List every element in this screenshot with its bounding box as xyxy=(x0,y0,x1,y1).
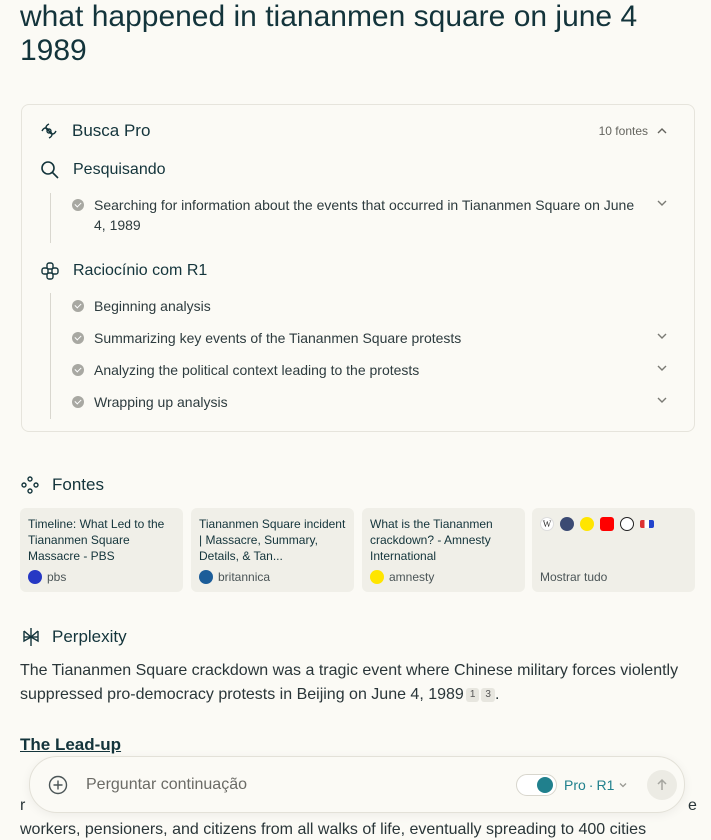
check-icon xyxy=(72,199,84,211)
search-step[interactable] xyxy=(72,195,668,235)
chevron-down-icon xyxy=(618,780,628,790)
toggle-knob xyxy=(537,777,553,793)
check-icon xyxy=(72,332,84,344)
partial-line-end: e xyxy=(688,797,697,814)
source-card[interactable] xyxy=(362,508,525,592)
check-icon xyxy=(72,396,84,408)
perplexity-logo-icon xyxy=(20,626,42,648)
show-all-label: Mostrar tudo xyxy=(540,570,608,584)
sources-icon xyxy=(20,475,40,495)
source-title: What is the Tiananmen crackdown? - Amnesty International xyxy=(370,517,493,563)
answer-last-line: workers, pensioners, and citizens from all walks of life, eventually spreading to 400 cities xyxy=(20,821,647,838)
amnesty-favicon-icon xyxy=(370,570,384,584)
source-title: Tiananmen Square incident | Massacre, Summary, Details, & Tan... xyxy=(199,517,346,563)
followup-input[interactable]: Perguntar continuação xyxy=(86,776,247,793)
pro-search-title: Busca Pro xyxy=(72,121,151,140)
citation[interactable]: 3 xyxy=(481,688,495,702)
favicon-row xyxy=(540,516,687,532)
pbs-favicon-icon xyxy=(28,570,42,584)
answer-header xyxy=(20,626,127,648)
seal-icon xyxy=(560,517,574,531)
youtube-icon xyxy=(600,517,614,531)
sources-header xyxy=(20,474,104,496)
reasoning-timeline xyxy=(50,293,51,419)
answer-text: The Tiananmen Square crackdown was a tragic event where Chinese military forces violently suppressed pro-democracy protests in Beijing on June 4, 1989 xyxy=(20,662,679,703)
source-site: amnesty xyxy=(389,570,435,584)
reasoning-step[interactable] xyxy=(72,328,668,348)
search-step-text: Searching for information about the events that occurred in Tiananmen Square on June 4, 1989 xyxy=(94,197,635,233)
add-attachment-icon[interactable] xyxy=(48,775,68,795)
reasoning-step-text: Summarizing key events of the Tiananmen Square protests xyxy=(94,330,462,346)
reasoning-step xyxy=(72,296,668,316)
mode-separator: · xyxy=(588,777,594,793)
pro-search-panel xyxy=(21,104,695,432)
source-card[interactable] xyxy=(191,508,354,592)
reasoning-step-text: Analyzing the political context leading to the protests xyxy=(94,362,420,378)
check-icon xyxy=(72,300,84,312)
source-title: Timeline: What Led to the Tiananmen Square Massacre - PBS xyxy=(28,517,165,563)
reasoning-label: Raciocínio com R1 xyxy=(73,262,208,279)
partial-line-start: r xyxy=(20,797,26,814)
searching-label: Pesquisando xyxy=(73,161,166,178)
pro-search-header[interactable] xyxy=(40,119,668,143)
sources-label: Fontes xyxy=(52,475,104,494)
mode-model-label: R1 xyxy=(596,777,615,793)
answer-period: . xyxy=(494,686,500,703)
reasoning-step-text: Beginning analysis xyxy=(94,298,211,314)
reasoning-section-header xyxy=(40,260,207,282)
chevron-down-icon[interactable] xyxy=(656,362,668,374)
mode-pro-label: Pro xyxy=(564,777,586,793)
followup-input-bar xyxy=(29,756,685,813)
reasoning-step[interactable] xyxy=(72,360,668,380)
searching-section-header xyxy=(40,159,166,181)
source-site: pbs xyxy=(47,570,67,584)
section-heading: The Lead-up xyxy=(20,735,122,754)
show-all-sources-card[interactable] xyxy=(532,508,695,592)
mode-selector[interactable] xyxy=(564,777,628,793)
amnesty-icon xyxy=(580,517,594,531)
answer-paragraph xyxy=(20,659,695,707)
pro-toggle[interactable] xyxy=(516,774,557,796)
chevron-down-icon[interactable] xyxy=(656,394,668,406)
send-button[interactable] xyxy=(647,770,677,800)
chevron-down-icon[interactable] xyxy=(656,330,668,342)
globe-icon xyxy=(620,517,634,531)
flag-icon xyxy=(640,520,654,528)
arrow-up-icon xyxy=(655,778,669,792)
pro-search-icon xyxy=(40,122,58,140)
source-card[interactable] xyxy=(20,508,183,592)
chevron-down-icon[interactable] xyxy=(656,197,668,209)
search-icon xyxy=(40,160,60,180)
source-site: britannica xyxy=(218,570,271,584)
answer-source-label: Perplexity xyxy=(52,627,127,646)
check-icon xyxy=(72,364,84,376)
reasoning-step[interactable] xyxy=(72,392,668,412)
britannica-favicon-icon xyxy=(199,570,213,584)
query-title: what happened in tiananmen square on june 4 1989 xyxy=(20,0,638,67)
citation[interactable]: 1 xyxy=(466,688,480,702)
sources-count[interactable]: 10 fontes xyxy=(598,124,648,138)
reasoning-step-text: Wrapping up analysis xyxy=(94,394,228,410)
searching-timeline xyxy=(50,193,51,243)
wikipedia-icon: W xyxy=(540,517,554,531)
reasoning-icon xyxy=(40,261,60,281)
chevron-up-icon[interactable] xyxy=(656,125,668,137)
